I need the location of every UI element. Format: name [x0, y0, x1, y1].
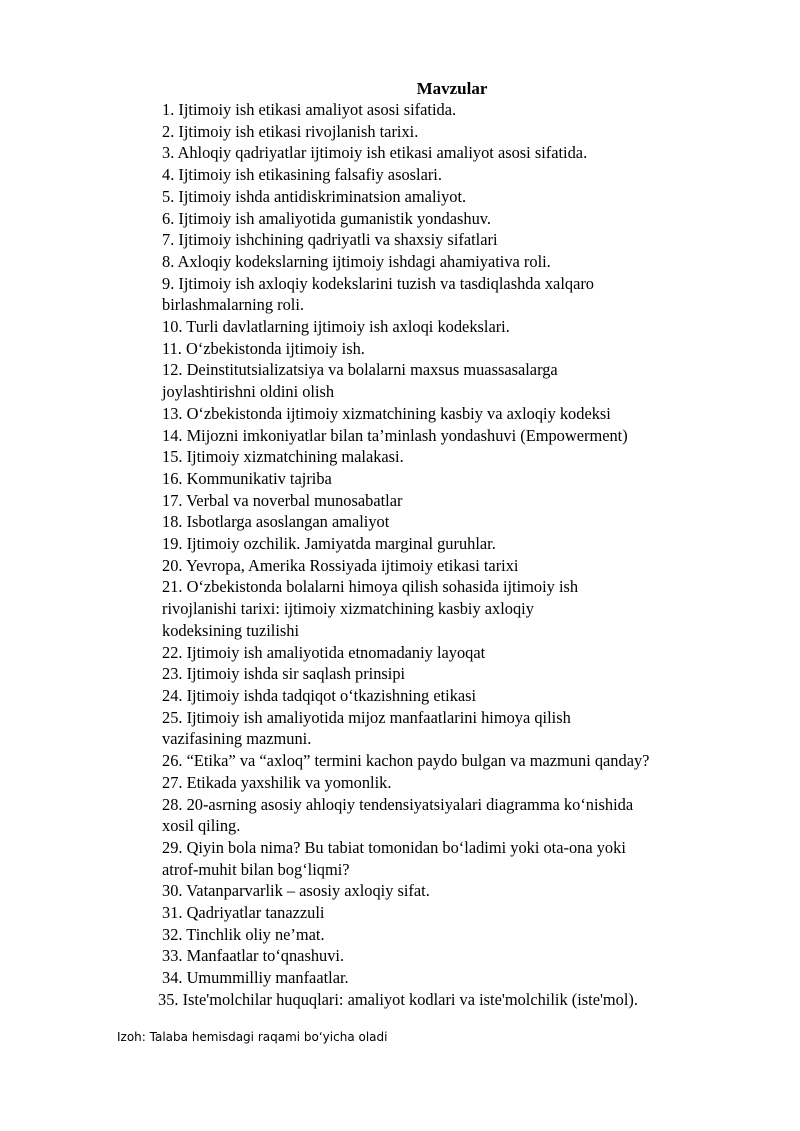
topic-item: 25. Ijtimoiy ish amaliyotida mijoz manfaatlarini himoya qilish vazifasining mazmuni.: [162, 707, 571, 749]
footnote: Izoh: Talaba hemisdagi raqami bo‘yicha oladi: [117, 1030, 388, 1044]
topic-item: 35. Iste'molchilar huquqlari: amaliyot kodlari va iste'molchilik (iste'mol).: [158, 989, 638, 1009]
topic-item: 22. Ijtimoiy ish amaliyotida etnomadaniy layoqat: [162, 642, 486, 662]
topic-item: 27. Etikada yaxshilik va yomonlik.: [162, 772, 392, 792]
topic-item: 7. Ijtimoiy ishchining qadriyatli va shaxsiy sifatlari: [162, 230, 498, 250]
topic-item: 29. Qiyin bola nima? Bu tabiat tomonidan bo‘ladimi yoki ota-ona yoki atrof-muhit bilan bog‘liqmi?: [162, 837, 626, 879]
topic-item: 20. Yevropa, Amerika Rossiyada ijtimoiy etikasi tarixi: [162, 555, 519, 575]
topic-item: 6. Ijtimoiy ish amaliyotida gumanistik yondashuv.: [162, 208, 491, 228]
topic-item: 28. 20-asrning asosiy ahloqiy tendensiyatsiyalari diagramma ko‘nishida xosil qiling.: [162, 794, 634, 836]
topic-item: 33. Manfaatlar to‘qnashuvi.: [162, 946, 345, 966]
topic-item: 26. “Etika” va “axloq” termini kachon paydo bulgan va mazmuni qanday?: [162, 751, 650, 771]
topic-item: 19. Ijtimoiy ozchilik. Jamiyatda marginal guruhlar.: [162, 534, 496, 554]
topic-item: 15. Ijtimoiy xizmatchining malakasi.: [162, 447, 404, 467]
topic-item: 16. Kommunikativ tajriba: [162, 468, 332, 488]
topic-item: 23. Ijtimoiy ishda sir saqlash prinsipi: [162, 664, 406, 684]
topic-item: 24. Ijtimoiy ishda tadqiqot o‘tkazishning etikasi: [162, 685, 477, 705]
topic-item: 3. Ahloqiy qadriyatlar ijtimoiy ish etikasi amaliyot asosi sifatida.: [162, 143, 588, 163]
topic-item: 12. Deinstitutsializatsiya va bolalarni maxsus muassasalarga joylashtirishni oldini olish: [162, 360, 558, 402]
topic-item: 30. Vatanparvarlik – asosiy axloqiy sifat.: [162, 881, 430, 901]
topic-item: 5. Ijtimoiy ishda antidiskriminatsion amaliyot.: [162, 186, 467, 206]
page-title: Mavzular: [416, 79, 488, 98]
topic-item: 32. Tinchlik oliy ne’mat.: [162, 924, 325, 944]
topic-item: 14. Mijozni imkoniyatlar bilan ta’minlash yondashuvi (Empowerment): [162, 425, 628, 445]
topic-item: 4. Ijtimoiy ish etikasining falsafiy asoslari.: [162, 165, 442, 185]
topic-item: 8. Axloqiy kodekslarning ijtimoiy ishdagi ahamiyativa roli.: [162, 251, 551, 271]
topic-item: 17. Verbal va noverbal munosabatlar: [162, 490, 403, 510]
topic-item: 21. O‘zbekistonda bolalarni himoya qilish sohasida ijtimoiy ish rivojlanishi tarixi: ijtimoiy xizmatchining kasbiy axloqiy kodeksining tuzilishi: [162, 577, 579, 640]
topic-item: 11. O‘zbekistonda ijtimoiy ish.: [162, 338, 365, 358]
topic-item: 31. Qadriyatlar tanazzuli: [162, 903, 325, 923]
topic-item: 1. Ijtimoiy ish etikasi amaliyot asosi sifatida.: [162, 100, 457, 119]
topic-item: 2. Ijtimoiy ish etikasi rivojlanish tarixi.: [162, 121, 419, 141]
topic-item: 13. O‘zbekistonda ijtimoiy xizmatchining kasbiy va axloqiy kodeksi: [162, 403, 611, 423]
topic-item: 10. Turli davlatlarning ijtimoiy ish axloqi kodekslari.: [162, 317, 510, 337]
topic-item: 18. Isbotlarga asoslangan amaliyot: [162, 512, 390, 532]
topic-list: [158, 99, 762, 1011]
topic-item: 34. Umummilliy manfaatlar.: [162, 968, 349, 988]
topic-item: 9. Ijtimoiy ish axloqiy kodekslarini tuzish va tasdiqlashda xalqaro birlashmalarning roli.: [162, 273, 594, 315]
